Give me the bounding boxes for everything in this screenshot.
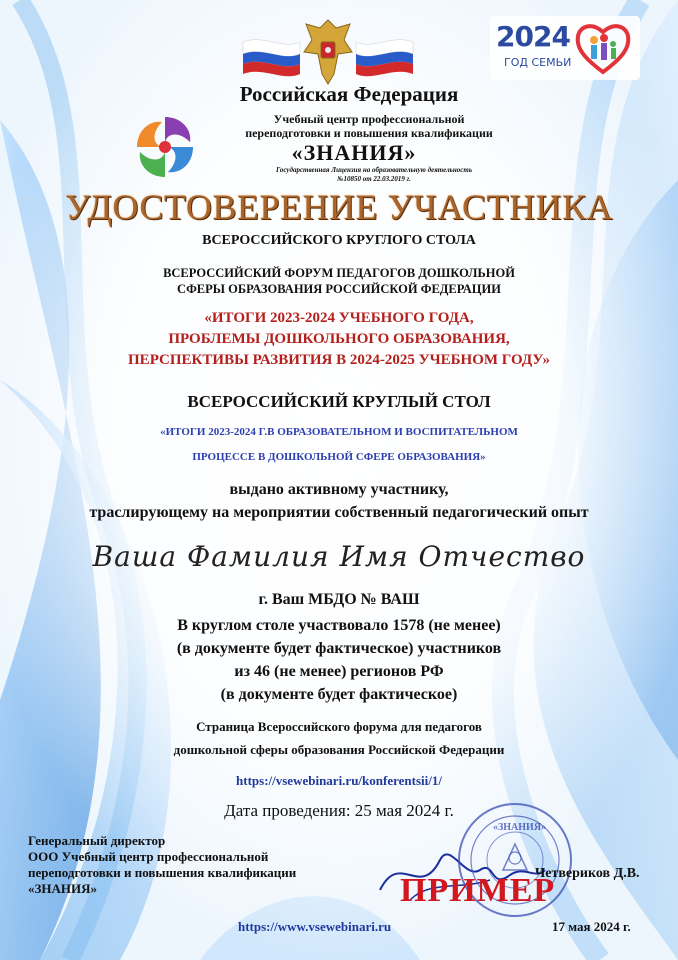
forum-url-link[interactable]: https://vsewebinari.ru/konferentsii/1/	[236, 773, 442, 788]
sample-watermark: ПРИМЕР	[400, 872, 556, 909]
family-heart-icon	[574, 20, 632, 76]
participants-line3: из 46 (не менее) регионов РФ	[234, 663, 444, 680]
director-line4: «ЗНАНИЯ»	[28, 881, 97, 896]
stamp-text: «ЗНАНИЯ»	[493, 822, 547, 833]
theme-line3: ПЕРСПЕКТИВЫ РАЗВИТИЯ В 2024-2025 УЧЕБНОМ ГОДУ»	[128, 352, 550, 368]
forum-line2: СФЕРЫ ОБРАЗОВАНИЯ РОССИЙСКОЙ ФЕДЕРАЦИИ	[177, 282, 501, 296]
year-of-family-badge	[490, 16, 640, 80]
roundtable-theme-line2: ПРОЦЕССЕ В ДОШКОЛЬНОЙ СФЕРЕ ОБРАЗОВАНИЯ»	[192, 451, 486, 463]
participants-line1: В круглом столе участвовало 1578 (не менее)	[177, 617, 501, 634]
signer-name: Четвериков Д.В.	[535, 866, 640, 881]
badge-caption: ГОД СЕМЬИ	[504, 56, 572, 69]
page-info-line2: дошкольной сферы образования Российской Федерации	[173, 742, 505, 757]
theme-line1: «ИТОГИ 2023-2024 УЧЕБНОГО ГОДА,	[204, 310, 474, 326]
participants-line4: (в документе будет фактическое)	[220, 686, 458, 703]
org-license-line1: Государственная Лицензия на образовательную деятельность	[275, 166, 473, 174]
certificate-subtitle: ВСЕРОССИЙСКОГО КРУГЛОГО СТОЛА	[202, 233, 476, 248]
recipient-name: Ваша Фамилия Имя Отчество	[92, 540, 586, 573]
participants-line2: (в документе будет фактическое) участников	[176, 640, 502, 657]
roundtable-theme-line1: «ИТОГИ 2023-2024 Г.В ОБРАЗОВАТЕЛЬНОМ И ВОСПИТАТЕЛЬНОМ	[160, 426, 518, 438]
site-url-link[interactable]: https://www.vsewebinari.ru	[238, 919, 392, 934]
institution: г. Ваш МБДО № ВАШ	[258, 591, 420, 608]
coat-of-arms-emblem	[238, 14, 418, 88]
org-license-line2: №10850 от 22.03.2019 г.	[337, 175, 411, 183]
org-line2: переподготовки и повышения квалификации	[245, 126, 493, 140]
theme-line2: ПРОБЛЕМЫ ДОШКОЛЬНОГО ОБРАЗОВАНИЯ,	[168, 331, 510, 347]
event-date: Дата проведения: 25 мая 2024 г.	[224, 801, 454, 820]
director-line2: ООО Учебный центр профессиональной	[28, 849, 269, 864]
issued-line1: выдано активному участнику,	[229, 481, 449, 498]
forum-line1: ВСЕРОССИЙСКИЙ ФОРУМ ПЕДАГОГОВ ДОШКОЛЬНОЙ	[163, 266, 515, 280]
issued-line2: траслирующему на мероприятии собственный педагогический опыт	[89, 504, 589, 521]
page-info-line1: Страница Всероссийского форума для педагогов	[196, 719, 482, 734]
org-line1: Учебный центр профессиональной	[273, 112, 465, 126]
org-name: «ЗНАНИЯ»	[291, 140, 417, 165]
issue-date: 17 мая 2024 г.	[552, 919, 631, 934]
director-line1: Генеральный директор	[28, 833, 166, 848]
roundtable-heading: ВСЕРОССИЙСКИЙ КРУГЛЫЙ СТОЛ	[187, 392, 491, 411]
certificate-title: УДОСТОВЕРЕНИЕ УЧАСТНИКА	[65, 187, 613, 227]
badge-year: 2024	[496, 20, 570, 53]
director-line3: переподготовки и повышения квалификации	[28, 865, 297, 880]
federation-heading: Российская Федерация	[239, 82, 459, 106]
